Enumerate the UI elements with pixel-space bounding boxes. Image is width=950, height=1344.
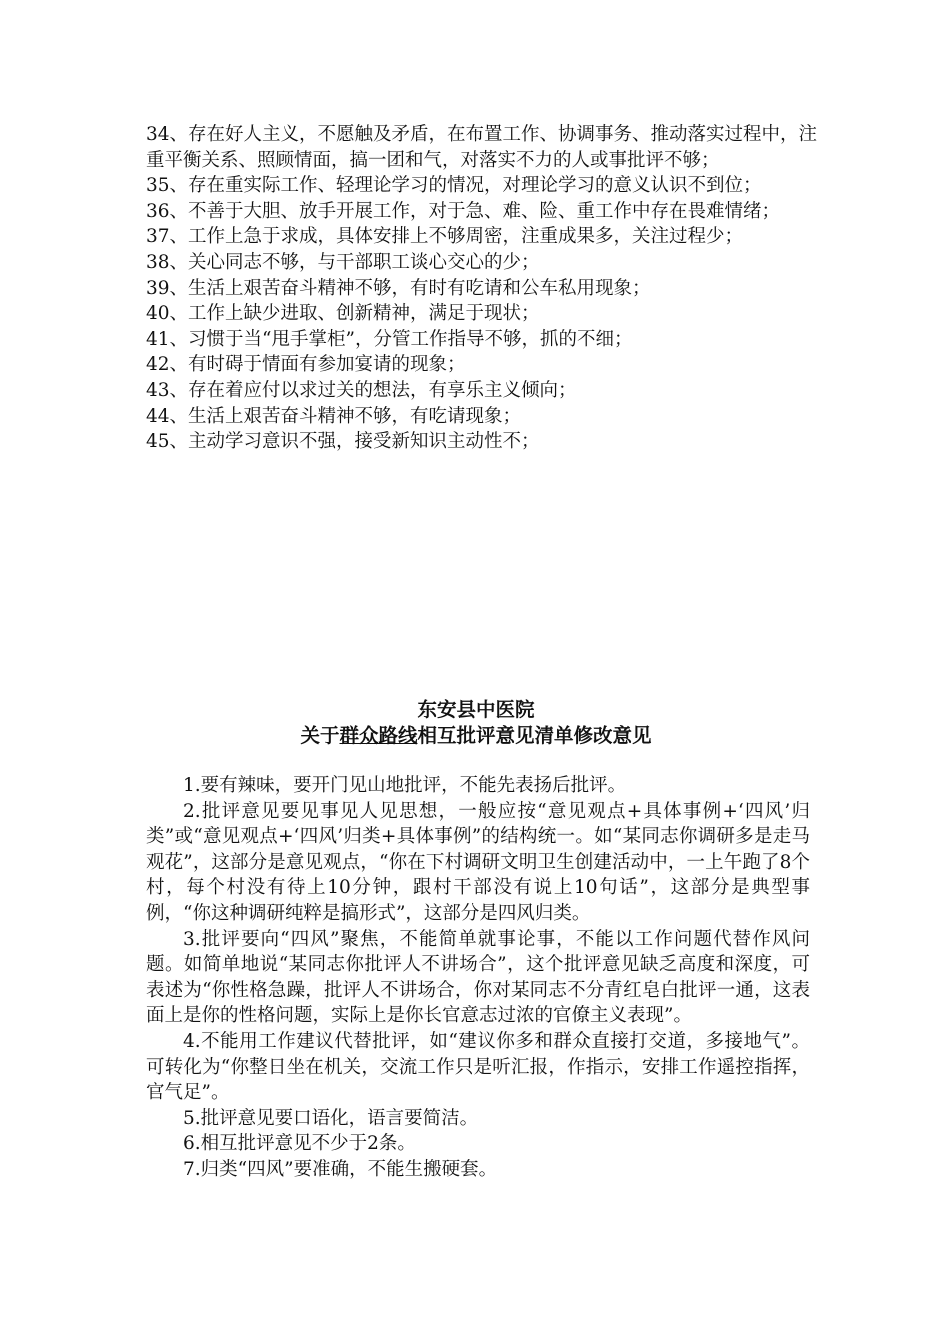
title-underlined: 群众路线 [339, 724, 418, 747]
document-title [146, 723, 806, 749]
list-item: 44、生活上艰苦奋斗精神不够，有吃请现象； [146, 405, 522, 427]
guideline-paragraph: 2.批评意见要见事见人见思想，一般应按“意见观点+具体事例+‘四风’归类”或“意见观点+‘四风’归类+具体事例”的结构统一。如“某同志你调研多是走马观花”，这部分是意见观点，“你在下村调研文明卫生创建活动中，一上午跑了8个村，每个村没有待上10分钟，跟村干部没有说上10句话”，这部分是典型事例，“你这种调研纯粹是搞形式”，这部分是四风归类。 [146, 800, 810, 924]
title-suffix: 相互批评意见清单修改意见 [417, 724, 652, 747]
list-item: 34、存在好人主义，不愿触及矛盾，在布置工作、协调事务、推动落实过程中，注重平衡关系、照顾情面，搞一团和气，对落实不力的人或事批评不够； [146, 124, 818, 171]
list-item: 36、不善于大胆、放手开展工作，对于急、难、险、重工作中存在畏难情绪； [146, 200, 781, 222]
list-item: 41、习惯于当“甩手掌柜”，分管工作指导不够，抓的不细； [146, 328, 633, 350]
list-item: 35、存在重实际工作、轻理论学习的情况，对理论学习的意义认识不到位； [146, 175, 762, 197]
list-item: 38、关心同志不够，与干部职工谈心交心的少； [146, 251, 540, 273]
guidelines-body [146, 773, 810, 1183]
guideline-paragraph: 3.批评要向“四风”聚焦，不能简单就事论事，不能以工作问题代替作风问题。如简单地说“某同志你批评人不讲场合”，这个批评意见缺乏高度和深度，可表述为“你性格急躁，批评人不讲场合，你对某同志不分青红皂白批评一通，这表面上是你的性格问题，实际上是你长官意志过浓的官僚主义表现”。 [146, 928, 810, 1027]
list-item: 42、有时碍于情面有参加宴请的现象； [146, 354, 466, 376]
guideline-paragraph: 4.不能用工作建议代替批评，如“建议你多和群众直接打交道，多接地气”。可转化为“你整日坐在机关，交流工作只是听汇报，作指示，安排工作遥控指挥，官气足”。 [146, 1030, 810, 1104]
criticism-list [146, 122, 822, 455]
list-item: 40、工作上缺少进取、创新精神，满足于现状； [146, 303, 540, 325]
list-item: 45、主动学习意识不强，接受新知识主动性不； [146, 431, 540, 453]
list-item: 37、工作上急于求成，具体安排上不够周密，注重成果多，关注过程少； [146, 226, 744, 248]
guideline-paragraph: 7.归类“四风”要准确，不能生搬硬套。 [183, 1158, 498, 1180]
guideline-paragraph: 1.要有辣味，要开门见山地批评，不能先表扬后批评。 [183, 775, 627, 796]
org-heading: 东安县中医院 [417, 698, 535, 721]
list-item: 39、生活上艰苦奋斗精神不够，有时有吃请和公车私用现象； [146, 277, 651, 299]
guideline-paragraph: 6.相互批评意见不少于2条。 [183, 1133, 416, 1155]
guideline-paragraph: 5.批评意见要口语化，语言要简洁。 [183, 1107, 479, 1129]
title-prefix: 关于 [300, 724, 340, 747]
list-item: 43、存在着应付以求过关的想法，有享乐主义倾向； [146, 379, 577, 401]
